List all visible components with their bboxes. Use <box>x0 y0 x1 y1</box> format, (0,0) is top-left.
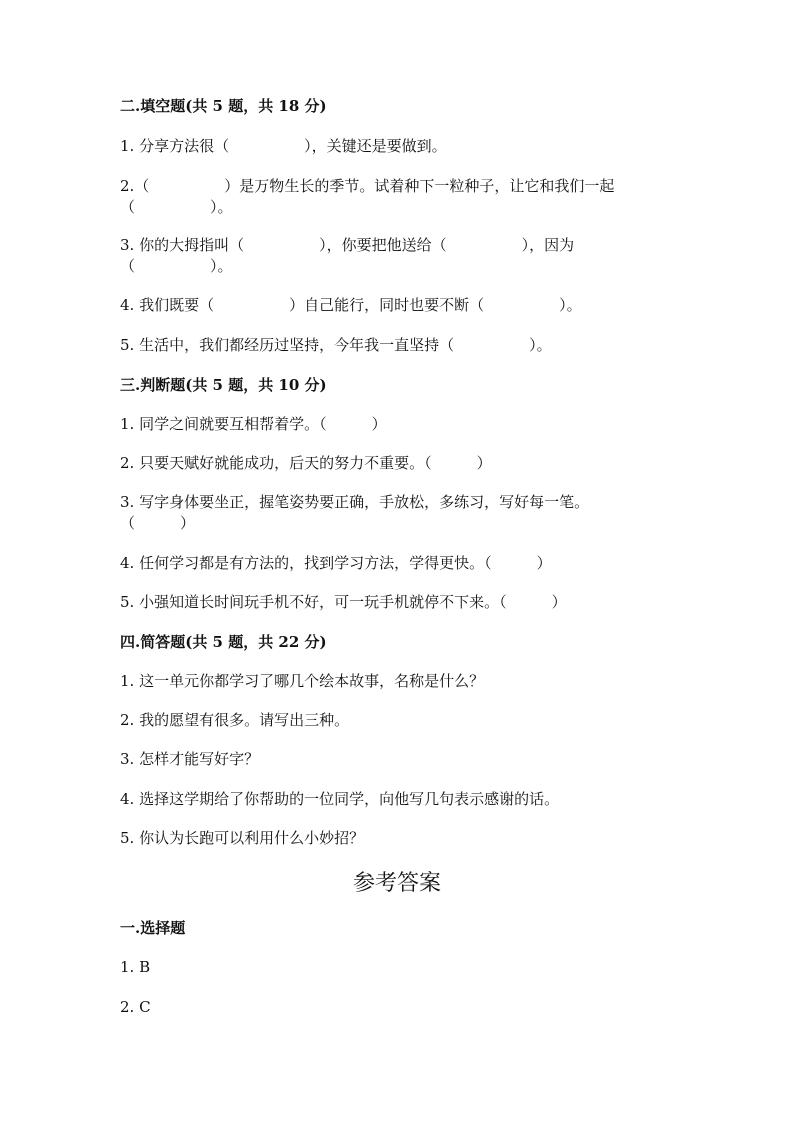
section-heading-short: 四.简答题(共 5 题，共 22 分) <box>120 633 327 651</box>
answer-line: 2. C <box>120 998 151 1016</box>
section-heading-judge: 三.判断题(共 5 题，共 10 分) <box>120 376 327 394</box>
question-line: 4. 任何学习都是有方法的，找到学习方法，学得更快。（ ） <box>120 554 552 572</box>
question-line: （ ） <box>120 514 196 532</box>
question-line: （ ）。 <box>120 198 233 216</box>
question-line: 3. 写字身体要坐正，握笔姿势要正确，手放松，多练习，写好每一笔。 <box>120 493 590 511</box>
question-line: 3. 你的大拇指叫（ ），你要把他送给（ ），因为 <box>120 236 575 254</box>
question-line: 3. 怎样才能写好字？ <box>120 750 260 768</box>
question-line: 2.（ ）是万物生长的季节。试着种下一粒种子，让它和我们一起 <box>120 177 615 195</box>
question-line: 1. 同学之间就要互相帮着学。（ ） <box>120 415 387 433</box>
question-line: 5. 小强知道长时间玩手机不好，可一玩手机就停不下来。（ ） <box>120 593 567 611</box>
question-line: 4. 选择这学期给了你帮助的一位同学，向他写几句表示感谢的话。 <box>120 790 560 808</box>
answers-title: 参考答案 <box>352 871 441 896</box>
answers-heading: 一.选择题 <box>120 919 186 937</box>
question-line: 1. 这一单元你都学习了哪几个绘本故事，名称是什么？ <box>120 672 485 690</box>
question-line: 5. 生活中，我们都经历过坚持，今年我一直坚持（ ）。 <box>120 336 552 354</box>
question-line: 2. 我的愿望有很多。请写出三种。 <box>120 711 350 729</box>
question-line: 1. 分享方法很（ ），关键还是要做到。 <box>120 137 447 155</box>
question-line: 2. 只要天赋好就能成功，后天的努力不重要。（ ） <box>120 454 492 472</box>
question-line: 5. 你认为长跑可以利用什么小妙招？ <box>120 829 365 847</box>
question-line: 4. 我们既要（ ）自己能行，同时也要不断（ ）。 <box>120 296 582 314</box>
section-heading-fill: 二.填空题(共 5 题，共 18 分) <box>120 97 327 115</box>
question-line: （ ）。 <box>120 257 233 275</box>
answer-line: 1. B <box>120 958 151 976</box>
